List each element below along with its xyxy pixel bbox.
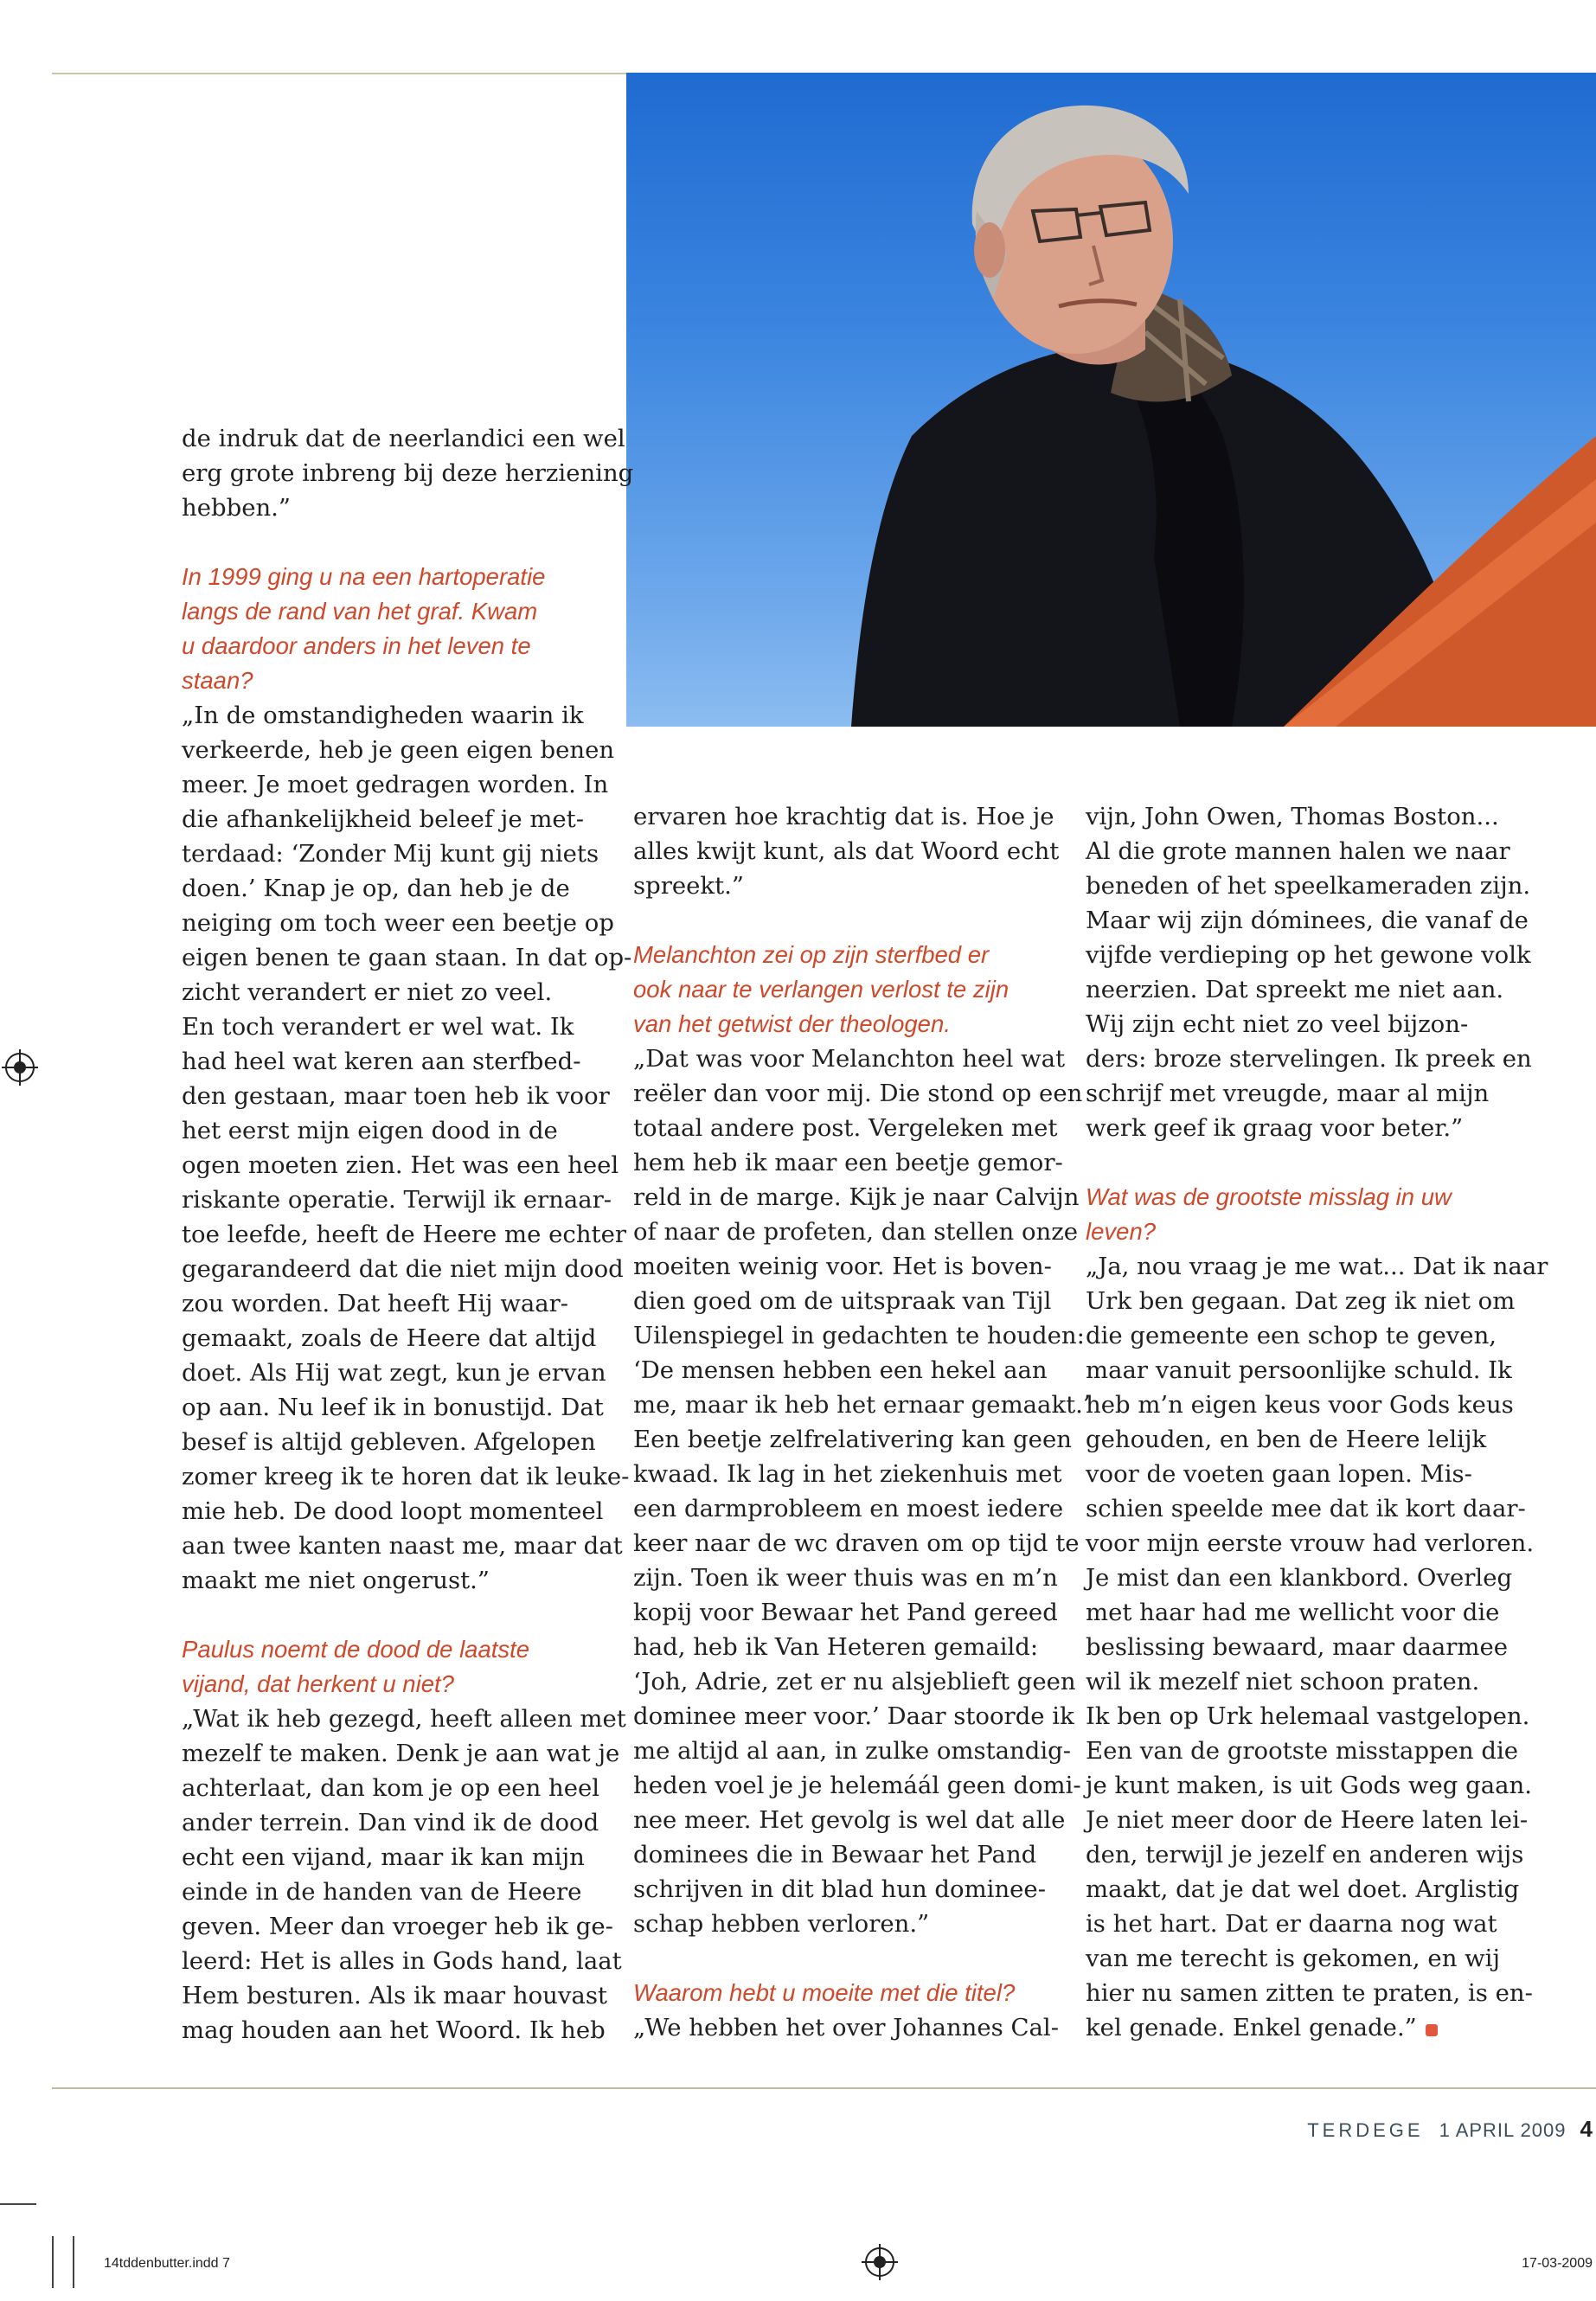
text-line: hebben.” xyxy=(182,494,291,522)
text-line: Wij zijn echt niet zo veel bijzon- xyxy=(1086,1010,1469,1038)
text-line: den gestaan, maar toen heb ik voor xyxy=(182,1082,610,1110)
text-line: eigen benen te gaan staan. In dat op- xyxy=(182,944,632,971)
text-line: u daardoor anders in het leven te xyxy=(182,632,531,659)
text-line: me altijd al aan, in zulke omstandig- xyxy=(633,1737,1072,1765)
text-line: Wat was de grootste misslag in uw xyxy=(1086,1183,1452,1210)
text-line: van het getwist der theologen. xyxy=(633,1010,951,1037)
text-line: vijand, dat herkent u niet? xyxy=(182,1670,454,1697)
text-line: schrijven in dit blad hun dominee- xyxy=(633,1875,1046,1903)
text-line: nee meer. Het gevolg is wel dat alle xyxy=(633,1806,1066,1834)
text-line: gemaakt, zoals de Heere dat altijd xyxy=(182,1324,597,1352)
interview-answer xyxy=(182,421,633,525)
text-line: riskante operatie. Terwijl ik ernaar- xyxy=(182,1186,612,1214)
interview-question xyxy=(1086,1180,1548,1249)
text-line: reld in de marge. Kijk je naar Calvijn xyxy=(633,1183,1080,1211)
text-line: zicht verandert er niet zo veel. xyxy=(182,978,553,1006)
text-line: geven. Meer dan vroeger heb ik ge- xyxy=(182,1913,613,1940)
crop-mark xyxy=(52,2236,54,2288)
text-line: de indruk dat de neerlandici een wel xyxy=(182,425,625,452)
text-line: dien goed om de uitspraak van Tijl xyxy=(633,1287,1052,1315)
text-line: aan twee kanten naast me, maar dat xyxy=(182,1532,623,1560)
interview-question xyxy=(633,938,1091,1042)
page-footer xyxy=(1307,2116,1593,2147)
text-line: „Wat ik heb gezegd, heeft alleen met xyxy=(182,1705,626,1733)
interview-answer xyxy=(182,698,633,1598)
interview-answer xyxy=(633,1042,1091,1941)
text-line: schien speelde mee dat ik kort daar- xyxy=(1086,1495,1526,1522)
text-line: schap hebben verloren.” xyxy=(633,1910,930,1938)
text-line: erg grote inbreng bij deze herziening xyxy=(182,459,634,487)
text-line: je kunt maken, is uit Gods weg gaan. xyxy=(1086,1772,1532,1799)
text-line: Hem besturen. Als ik maar houvast xyxy=(182,1982,607,2009)
text-line: doen.’ Knap je op, dan heb je de xyxy=(182,875,570,902)
text-line: alles kwijt kunt, als dat Woord echt xyxy=(633,837,1060,865)
text-line: mezelf te maken. Denk je aan wat je xyxy=(182,1740,620,1767)
text-line: gegarandeerd dat die niet mijn dood xyxy=(182,1255,624,1283)
crop-mark xyxy=(73,2236,74,2288)
text-line: hier nu samen zitten te praten, is en- xyxy=(1086,1979,1533,2007)
text-line: maakt me niet ongerust.” xyxy=(182,1567,490,1594)
text-line: Je mist dan een klankbord. Overleg xyxy=(1086,1564,1513,1592)
text-line: verkeerde, heb je geen eigen benen xyxy=(182,736,615,764)
text-line: voor mijn eerste vrouw had verloren. xyxy=(1086,1529,1535,1557)
text-line: terdaad: ‘Zonder Mij kunt gij niets xyxy=(182,840,599,868)
text-line: Uilenspiegel in gedachten te houden: xyxy=(633,1322,1085,1349)
registration-mark-bottom xyxy=(865,2247,894,2277)
text-line: reëler dan voor mij. Die stond op een xyxy=(633,1080,1083,1107)
text-line: beneden of het speelkameraden zijn. xyxy=(1086,872,1531,900)
text-line: staan? xyxy=(182,667,253,694)
text-line: „Dat was voor Melanchton heel wat xyxy=(633,1045,1066,1073)
slug-filename: 14tddenbutter.indd 7 xyxy=(104,2256,230,2271)
text-line: Een beetje zelfrelativering kan geen xyxy=(633,1426,1072,1453)
text-column-1 xyxy=(182,421,633,2048)
text-line: kwaad. Ik lag in het ziekenhuis met xyxy=(633,1460,1062,1488)
text-line: hem heb ik maar een beetje gemor- xyxy=(633,1149,1063,1176)
text-line: Maar wij zijn dóminees, die vanaf de xyxy=(1086,907,1529,934)
text-line: ander terrein. Dan vind ik de dood xyxy=(182,1809,599,1836)
text-line: maar vanuit persoonlijke schuld. Ik xyxy=(1086,1356,1512,1384)
text-line: had, heb ik Van Heteren gemaild: xyxy=(633,1633,1039,1661)
text-line: is het hart. Dat er daarna nog wat xyxy=(1086,1910,1497,1938)
text-line: Al die grote mannen halen we naar xyxy=(1086,837,1510,865)
portrait-illustration xyxy=(626,73,1596,727)
text-column-3 xyxy=(1086,799,1548,2045)
text-line: had heel wat keren aan sterfbed- xyxy=(182,1048,581,1075)
text-line: Ik ben op Urk helemaal vastgelopen. xyxy=(1086,1702,1530,1730)
text-line: ervaren hoe krachtig dat is. Hoe je xyxy=(633,803,1054,830)
text-line: mie heb. De dood loopt momenteel xyxy=(182,1497,604,1525)
text-line: gehouden, en ben de Heere lelijk xyxy=(1086,1426,1487,1453)
text-line: meer. Je moet gedragen worden. In xyxy=(182,771,609,798)
text-line: werk geef ik graag voor beter.” xyxy=(1086,1114,1464,1142)
text-line: ders: broze stervelingen. Ik preek en xyxy=(1086,1045,1532,1073)
text-line: doet. Als Hij wat zegt, kun je ervan xyxy=(182,1359,606,1387)
crop-mark xyxy=(0,2203,36,2205)
text-line: voor de voeten gaan lopen. Mis- xyxy=(1086,1460,1472,1488)
interview-question xyxy=(633,1976,1091,2010)
text-line: moeiten weinig voor. Het is boven- xyxy=(633,1253,1052,1280)
text-line: zomer kreeg ik te horen dat ik leuke- xyxy=(182,1463,630,1490)
text-line: totaal andere post. Vergeleken met xyxy=(633,1114,1058,1142)
text-line: die gemeente een schop te geven, xyxy=(1086,1322,1497,1349)
text-line: Urk ben gegaan. Dat zeg ik niet om xyxy=(1086,1287,1516,1315)
registration-mark-left xyxy=(5,1053,35,1082)
end-of-article-mark xyxy=(1426,2024,1438,2036)
text-line: „In de omstandigheden waarin ik xyxy=(182,702,584,729)
text-column-2 xyxy=(633,799,1091,2045)
text-line: neerzien. Dat spreekt me niet aan. xyxy=(1086,976,1504,1003)
text-line: langs de rand van het graf. Kwam xyxy=(182,598,538,625)
text-line: den, terwijl je jezelf en anderen wijs xyxy=(1086,1841,1524,1868)
bottom-rule xyxy=(52,2087,1596,2089)
text-line: ‘Joh, Adrie, zet er nu alsjeblieft geen xyxy=(633,1668,1076,1695)
text-line: Waarom hebt u moeite met die titel? xyxy=(633,1979,1016,2006)
text-line: neiging om toch weer een beetje op xyxy=(182,909,614,937)
text-line: dominee meer voor.’ Daar stoorde ik xyxy=(633,1702,1074,1730)
interview-answer xyxy=(1086,1249,1548,2045)
interview-answer xyxy=(182,1702,633,2048)
paragraph-gap xyxy=(182,1598,633,1632)
interview-answer xyxy=(633,2010,1091,2045)
paragraph-gap xyxy=(633,1941,1091,1976)
portrait-photo xyxy=(626,73,1596,727)
text-line: Je niet meer door de Heere laten lei- xyxy=(1086,1806,1529,1834)
text-line: die afhankelijkheid beleef je met- xyxy=(182,805,585,833)
text-line: het eerst mijn eigen dood in de xyxy=(182,1117,558,1144)
text-line: Paulus noemt de dood de laatste xyxy=(182,1636,530,1663)
page-number: 4 xyxy=(1580,2116,1593,2142)
text-line: beslissing bewaard, maar daarmee xyxy=(1086,1633,1509,1661)
text-line: vijn, John Owen, Thomas Boston... xyxy=(1086,803,1499,830)
text-line: „We hebben het over Johannes Cal- xyxy=(633,2014,1060,2041)
text-line: met haar had me wellicht voor die xyxy=(1086,1599,1500,1626)
text-line: me, maar ik heb het ernaar gemaakt.’ xyxy=(633,1391,1091,1419)
text-line: schrijf met vreugde, maar al mijn xyxy=(1086,1080,1490,1107)
text-line: Melanchton zei op zijn sterfbed er xyxy=(633,941,990,968)
text-line: kopij voor Bewaar het Pand gereed xyxy=(633,1599,1058,1626)
text-line: heb m’n eigen keus voor Gods keus xyxy=(1086,1391,1514,1419)
text-line: vijfde verdieping op het gewone volk xyxy=(1086,941,1531,969)
text-line: toe leefde, heeft de Heere me echter xyxy=(182,1221,627,1248)
text-line: wil ik mezelf niet schoon praten. xyxy=(1086,1668,1480,1695)
magazine-name: TERDEGE xyxy=(1307,2119,1424,2141)
text-line: van me terecht is gekomen, en wij xyxy=(1086,1945,1501,1972)
slug-timestamp: 17-03-2009 xyxy=(1522,2256,1593,2271)
paragraph-gap xyxy=(182,525,633,560)
text-line: zijn. Toen ik weer thuis was en m’n xyxy=(633,1564,1058,1592)
text-line: besef is altijd gebleven. Afgelopen xyxy=(182,1428,596,1456)
issue-date: 1 APRIL 2009 xyxy=(1439,2119,1567,2141)
text-line: een darmprobleem en moest iedere xyxy=(633,1495,1064,1522)
text-line: heden voel je je helemáál geen domi- xyxy=(633,1772,1081,1799)
text-line: echt een vijand, maar ik kan mijn xyxy=(182,1843,585,1871)
interview-question xyxy=(182,560,633,698)
text-line: ogen moeten zien. Het was een heel xyxy=(182,1151,619,1179)
text-line: of naar de profeten, dan stellen onze xyxy=(633,1218,1079,1246)
text-line: op aan. Nu leef ik in bonustijd. Dat xyxy=(182,1394,604,1421)
text-line: In 1999 ging u na een hartoperatie xyxy=(182,563,546,590)
text-line: achterlaat, dan kom je op een heel xyxy=(182,1774,600,1802)
text-line: spreekt.” xyxy=(633,872,744,900)
text-line: kel genade. Enkel genade.” xyxy=(1086,2010,1548,2045)
paragraph-gap xyxy=(1086,1145,1548,1180)
text-line: ‘De mensen hebben een hekel aan xyxy=(633,1356,1048,1384)
paragraph-gap xyxy=(633,903,1091,938)
text-line: einde in de handen van de Heere xyxy=(182,1878,582,1906)
text-line: dominees die in Bewaar het Pand xyxy=(633,1841,1037,1868)
text-line: „Ja, nou vraag je me wat... Dat ik naar xyxy=(1086,1253,1548,1280)
text-line: Een van de grootste misstappen die xyxy=(1086,1737,1519,1765)
text-line: ook naar te verlangen verlost te zijn xyxy=(633,976,1010,1003)
text-line: maakt, dat je dat wel doet. Arglistig xyxy=(1086,1875,1520,1903)
text-line: mag houden aan het Woord. Ik heb xyxy=(182,2016,606,2044)
text-line: keer naar de wc draven om op tijd te xyxy=(633,1529,1080,1557)
text-line: En toch verandert er wel wat. Ik xyxy=(182,1013,574,1041)
text-line: zou worden. Dat heeft Hij waar- xyxy=(182,1290,569,1317)
interview-answer xyxy=(1086,799,1548,1145)
text-line: leven? xyxy=(1086,1218,1157,1245)
interview-answer xyxy=(633,799,1091,903)
interview-question xyxy=(182,1632,633,1702)
text-line: leerd: Het is alles in Gods hand, laat xyxy=(182,1947,622,1975)
